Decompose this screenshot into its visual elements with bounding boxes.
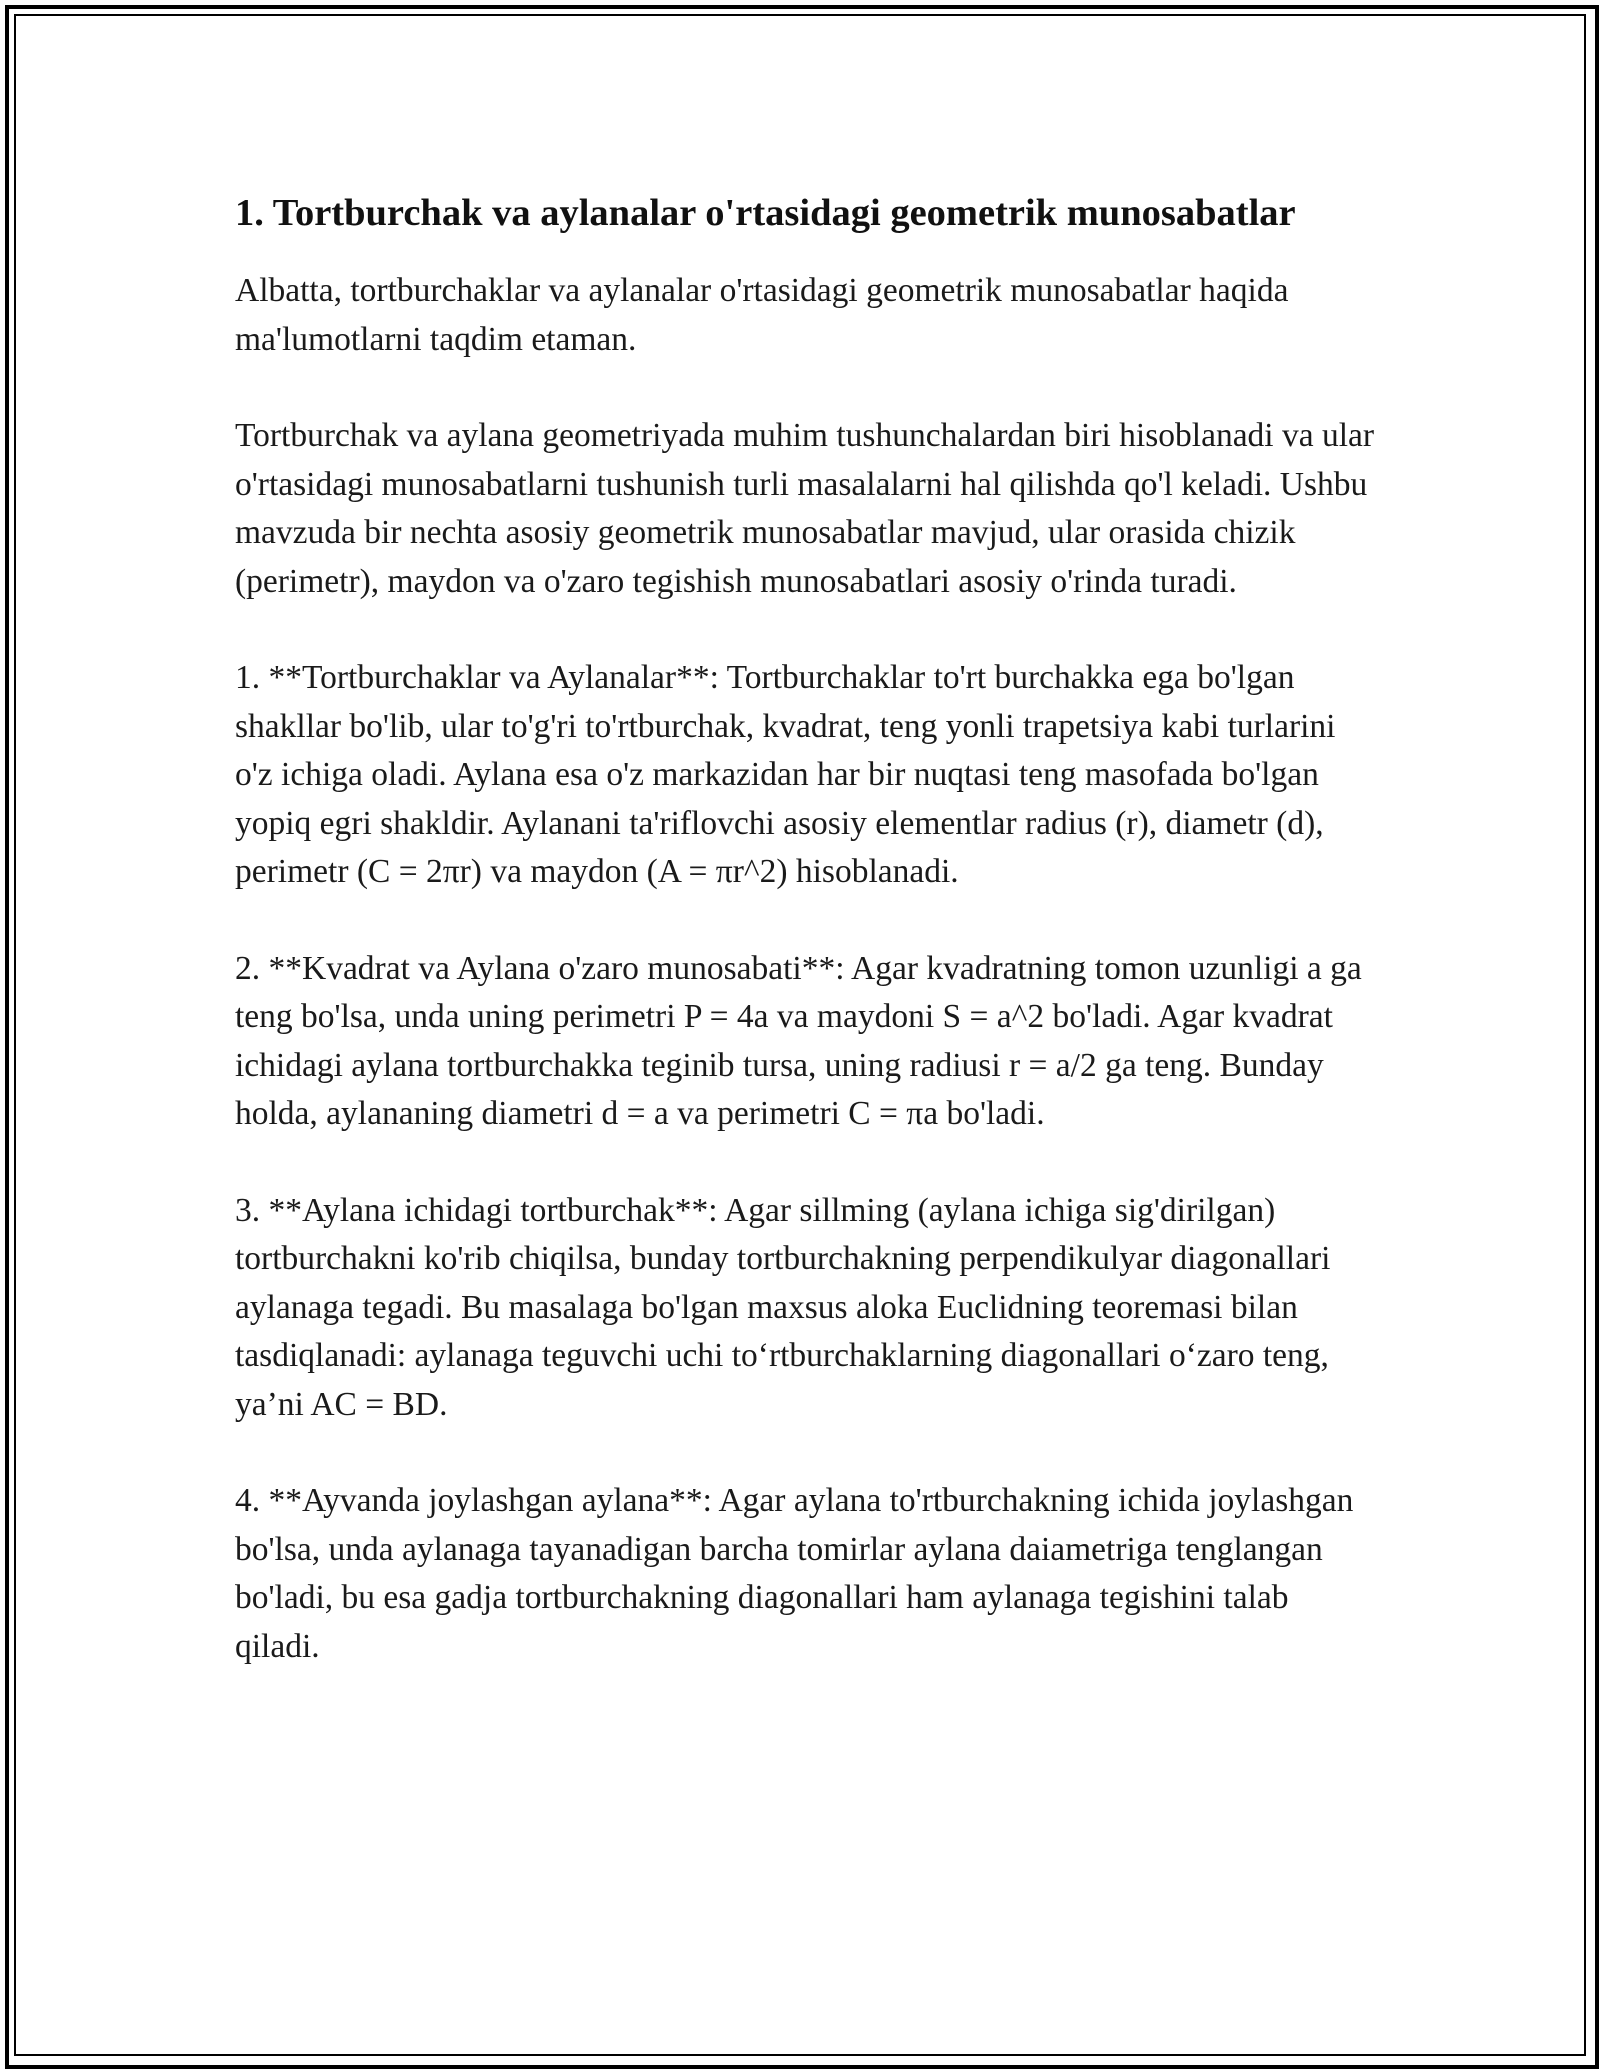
paragraph-overview: Tortburchak va aylana geometriyada muhim tushunchalardan biri hisoblanadi va ular o'rtasidagi munosabatlarni tushunish turli masalalarni hal qilishda qo'l keladi. Ushbu mavzuda bir nechta asosiy geometrik munosabatlar mavjud, ular orasida chizik (perimetr), maydon va o'zaro tegishish munosabatlari asosiy o'rinda turadi. (235, 417, 1375, 600)
paragraph-intro: Albatta, tortburchaklar va aylanalar o'rtasidagi geometrik munosabatlar haqida ma'lumotlarni taqdim etaman. (235, 272, 1289, 358)
document-title: 1. Tortburchak va aylanalar o'rtasidagi geometrik munosabatlar (235, 192, 1296, 234)
paragraph-point-4: 4. **Ayvanda joylashgan aylana**: Agar aylana to'rtburchakning ichida joylashgan bo'lsa, unda aylanaga tayanadigan barcha tomirlar aylana daiametriga tenglangan bo'ladi, bu esa gadja tortburchakning diagonallari ham aylanaga tegishini talab qiladi. (235, 1482, 1354, 1665)
paragraph-point-2: 2. **Kvadrat va Aylana o'zaro munosabati**: Agar kvadratning tomon uzunligi a ga teng bo'lsa, unda uning perimetri P = 4a va maydoni S = a^2 bo'ladi. Agar kvadrat ichidagi aylana tortburchakka teginib tursa, uning radiusi r = a/2 ga teng. Bunday holda, aylananing diametri d = a va perimetri C = πa bo'ladi. (235, 949, 1362, 1132)
paragraph-point-1: 1. **Tortburchaklar va Aylanalar**: Tortburchaklar to'rt burchakka ega bo'lgan shakllar bo'lib, ular to'g'ri to'rtburchak, kvadrat, teng yonli trapetsiya kabi turlarini o'z ichiga oladi. Aylana esa o'z markazidan har bir nuqtasi teng masofada bo'lgan yopiq egri shakldir. Aylanani ta'riflovchi asosiy elementlar radius (r), diametr (d), perimetr (C = 2πr) va maydon (A = πr^2) hisoblanadi. (235, 659, 1336, 890)
paragraph-point-3: 3. **Aylana ichidagi tortburchak**: Agar sillming (aylana ichiga sig'dirilgan) tortburchakni ko'rib chiqilsa, bunday tortburchakning perpendikulyar diagonallari aylanaga tegadi. Bu masalaga bo'lgan maxsus aloka Euclidning teoremasi bilan tasdiqlanadi: aylanaga teguvchi uchi to‘rtburchaklarning diagonallari o‘zaro teng, ya’ni AC = BD. (235, 1191, 1331, 1423)
document-body (235, 185, 1375, 1719)
